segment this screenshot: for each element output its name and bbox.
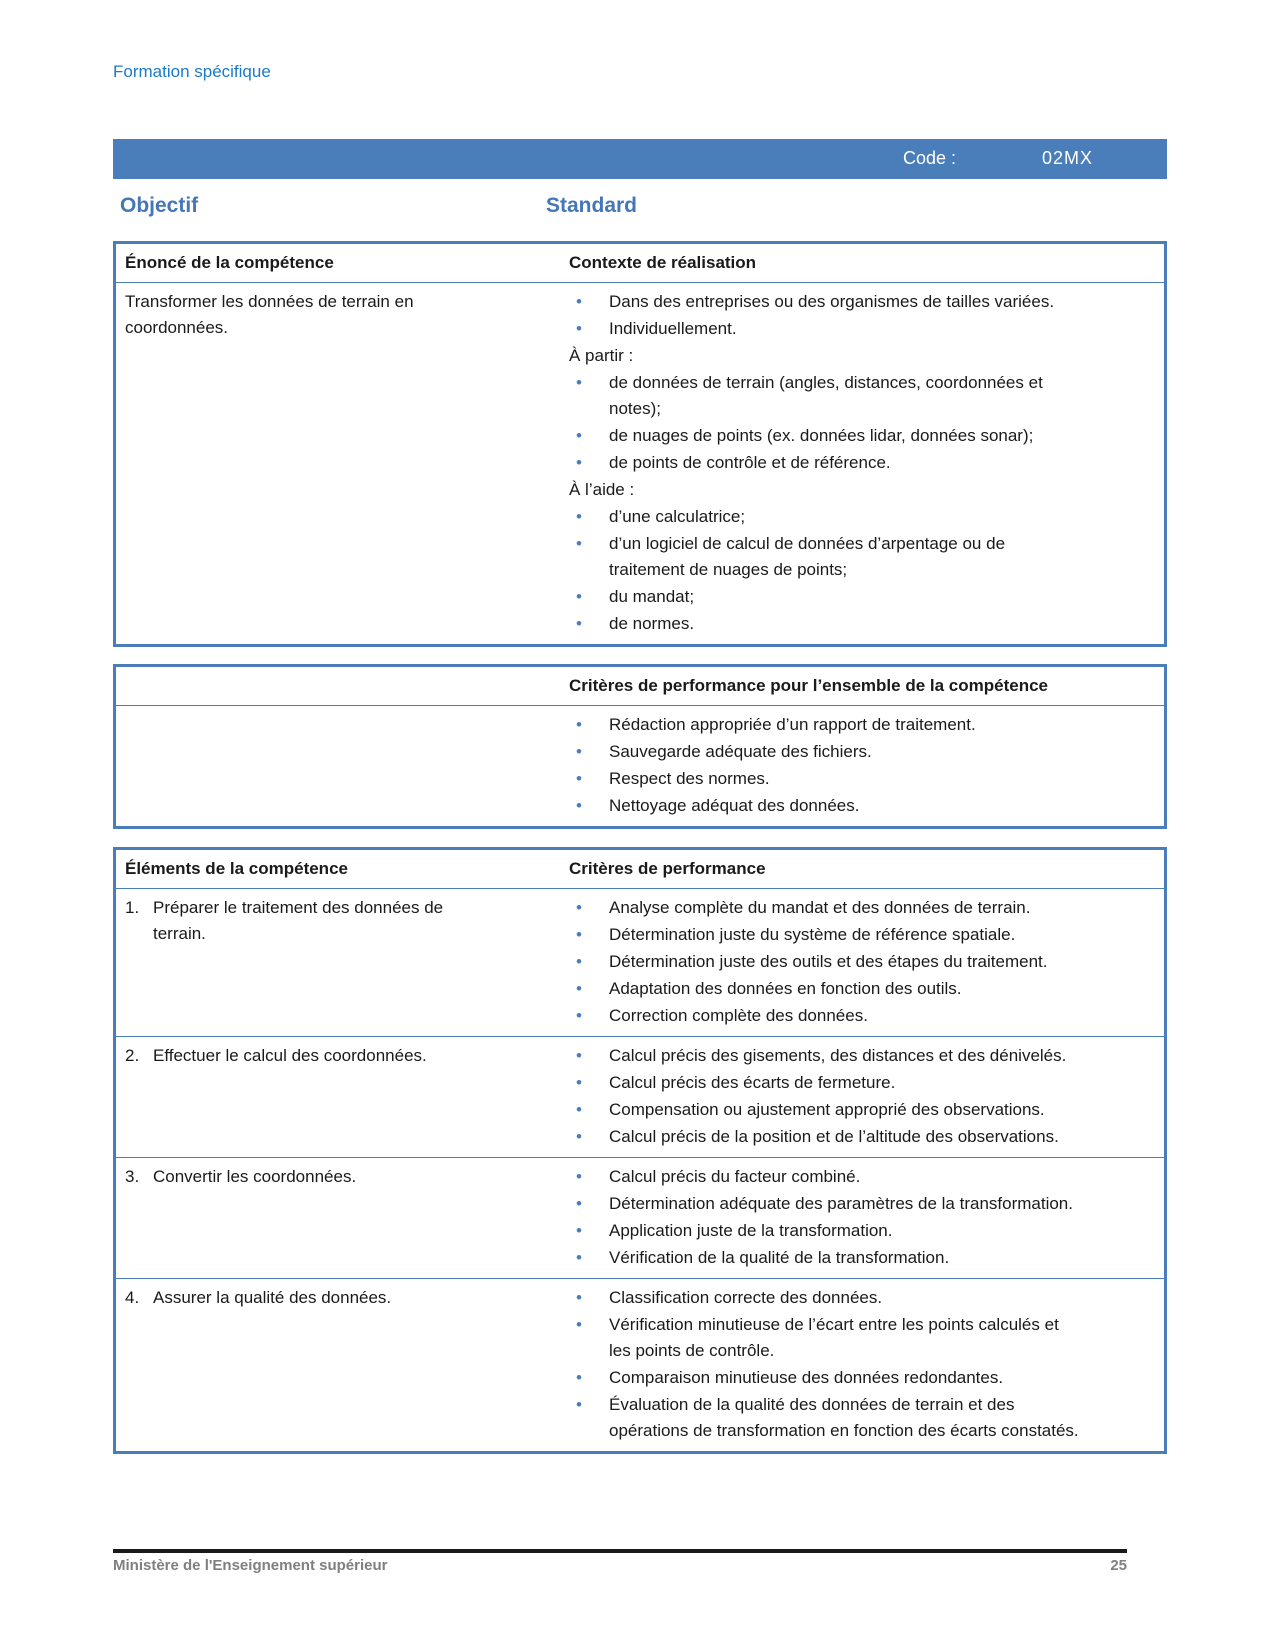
list-item: • Adaptation des données en fonction des outils.	[569, 976, 1079, 1002]
bullet-icon	[569, 766, 609, 792]
section-eyebrow: Formation spécifique	[113, 62, 271, 81]
numbered-item	[125, 1164, 455, 1190]
criteria-list	[561, 889, 1164, 1036]
bullet-icon	[569, 1003, 609, 1029]
contexte-list	[561, 283, 1164, 644]
footer-ministry: Ministère de l'Enseignement supérieur	[113, 1557, 388, 1574]
table-row	[116, 1036, 1164, 1157]
criteria-list	[561, 1037, 1164, 1157]
table-row	[116, 1278, 1164, 1451]
code-value: 02MX	[1042, 148, 1094, 168]
header-criteres-ensemble: Critères de performance pour l’ensemble de la compétence	[569, 676, 1048, 695]
numbered-item	[125, 895, 455, 947]
bullet-icon	[569, 504, 609, 530]
list-item: • Rédaction appropriée d’un rapport de traitement.	[569, 712, 1079, 738]
table-row	[116, 244, 1164, 282]
list-item: • Dans des entreprises ou des organismes de tailles variées.	[569, 289, 1079, 315]
list-item: • Calcul précis de la position et de l’altitude des observations.	[569, 1124, 1079, 1150]
bullet-icon	[569, 531, 609, 583]
list-item: • Classification correcte des données.	[569, 1285, 1079, 1311]
bullet-icon	[569, 316, 609, 342]
list-item: • de normes.	[569, 611, 1079, 637]
page-footer	[113, 1549, 1127, 1574]
bullet-icon	[569, 949, 609, 975]
list-item: • de données de terrain (angles, distances, coordonnées et notes);	[569, 370, 1079, 422]
header-contexte: Contexte de réalisation	[569, 253, 757, 272]
list-intro: À l’aide :	[569, 480, 635, 499]
table-row	[116, 1157, 1164, 1278]
list-item: • Calcul précis du facteur combiné.	[569, 1164, 1079, 1190]
list-item: • Détermination adéquate des paramètres de la transformation.	[569, 1191, 1079, 1217]
table-row	[116, 667, 1164, 705]
list-item: • de points de contrôle et de référence.	[569, 450, 1079, 476]
bullet-icon	[569, 450, 609, 476]
table-row	[116, 282, 1164, 644]
criteres-ensemble-list	[561, 706, 1164, 826]
element-cell	[116, 1158, 561, 1278]
bullet-icon	[569, 793, 609, 819]
criteria-list	[561, 1279, 1164, 1451]
bullet-icon	[569, 1392, 609, 1444]
header-enonce: Énoncé de la compétence	[125, 253, 334, 272]
list-item: • Application juste de la transformation.	[569, 1218, 1079, 1244]
item-number: 1.	[125, 898, 140, 917]
bullet-icon	[569, 976, 609, 1002]
header-elements: Éléments de la compétence	[125, 859, 348, 878]
bullet-icon	[569, 922, 609, 948]
item-text: Effectuer le calcul des coordonnées.	[153, 1046, 427, 1065]
bullet-icon	[569, 1245, 609, 1271]
bullet-icon	[569, 1124, 609, 1150]
list-intro: À partir :	[569, 346, 634, 365]
list-item: • Respect des normes.	[569, 766, 1079, 792]
list-item: • Correction complète des données.	[569, 1003, 1079, 1029]
table-row	[116, 888, 1164, 1036]
bullet-icon	[569, 739, 609, 765]
criteria-list	[561, 1158, 1164, 1278]
list-item: • Analyse complète du mandat et des données de terrain.	[569, 895, 1079, 921]
table-row	[116, 850, 1164, 888]
header-criteres: Critères de performance	[569, 859, 766, 878]
numbered-item	[125, 1043, 455, 1069]
item-text: Assurer la qualité des données.	[153, 1288, 392, 1307]
element-cell	[116, 889, 561, 1036]
list-item: • Sauvegarde adéquate des fichiers.	[569, 739, 1079, 765]
bullet-icon	[569, 1312, 609, 1364]
table-elements-criteres	[113, 847, 1167, 1454]
item-number: 3.	[125, 1167, 140, 1186]
list-item: • Vérification de la qualité de la transformation.	[569, 1245, 1079, 1271]
table-row	[116, 705, 1164, 826]
list-item: • Compensation ou ajustement approprié des observations.	[569, 1097, 1079, 1123]
element-cell	[116, 1279, 561, 1451]
bullet-icon	[569, 895, 609, 921]
numbered-item	[125, 1285, 455, 1311]
bullet-icon	[569, 584, 609, 610]
bullet-icon	[569, 370, 609, 422]
heading-objectif: Objectif	[120, 194, 199, 217]
code-label: Code :	[903, 148, 957, 168]
bullet-icon	[569, 1218, 609, 1244]
list-item: • Détermination juste du système de référence spatiale.	[569, 922, 1079, 948]
list-item: • d’un logiciel de calcul de données d’arpentage ou de traitement de nuages de points;	[569, 531, 1079, 583]
list-item: • du mandat;	[569, 584, 1079, 610]
element-cell	[116, 1037, 561, 1157]
bullet-icon	[569, 1164, 609, 1190]
item-text: Préparer le traitement des données de terrain.	[153, 898, 444, 943]
bullet-icon	[569, 611, 609, 637]
bullet-icon	[569, 289, 609, 315]
list-item: • Calcul précis des écarts de fermeture.	[569, 1070, 1079, 1096]
bullet-icon	[569, 712, 609, 738]
list-item: • d’une calculatrice;	[569, 504, 1079, 530]
bullet-icon	[569, 1043, 609, 1069]
bullet-icon	[569, 1097, 609, 1123]
bullet-icon	[569, 1285, 609, 1311]
item-text: Convertir les coordonnées.	[153, 1167, 357, 1186]
empty-cell	[116, 706, 561, 826]
item-number: 4.	[125, 1288, 140, 1307]
list-item: • Comparaison minutieuse des données redondantes.	[569, 1365, 1079, 1391]
bullet-icon	[569, 1365, 609, 1391]
heading-standard: Standard	[546, 194, 638, 217]
empty-cell	[116, 667, 561, 705]
page-content	[113, 0, 1167, 1454]
list-item: • Détermination juste des outils et des étapes du traitement.	[569, 949, 1079, 975]
page-number: 25	[1110, 1557, 1127, 1574]
list-item: • Calcul précis des gisements, des distances et des dénivelés.	[569, 1043, 1079, 1069]
code-banner	[113, 139, 1167, 179]
item-number: 2.	[125, 1046, 140, 1065]
list-item: • de nuages de points (ex. données lidar, données sonar);	[569, 423, 1079, 449]
bullet-icon	[569, 1191, 609, 1217]
bullet-icon	[569, 423, 609, 449]
list-item: • Vérification minutieuse de l’écart entre les points calculés et les points de contrôle.	[569, 1312, 1079, 1364]
table-enonce-contexte	[113, 241, 1167, 647]
list-item: • Évaluation de la qualité des données de terrain et des opérations de transformation en fonction des écarts constatés.	[569, 1392, 1079, 1444]
list-item: • Individuellement.	[569, 316, 1079, 342]
column-headings	[113, 194, 1167, 224]
list-item: • Nettoyage adéquat des données.	[569, 793, 1079, 819]
competence-statement: Transformer les données de terrain en coordonnées.	[125, 292, 414, 337]
bullet-icon	[569, 1070, 609, 1096]
table-criteres-ensemble	[113, 664, 1167, 829]
